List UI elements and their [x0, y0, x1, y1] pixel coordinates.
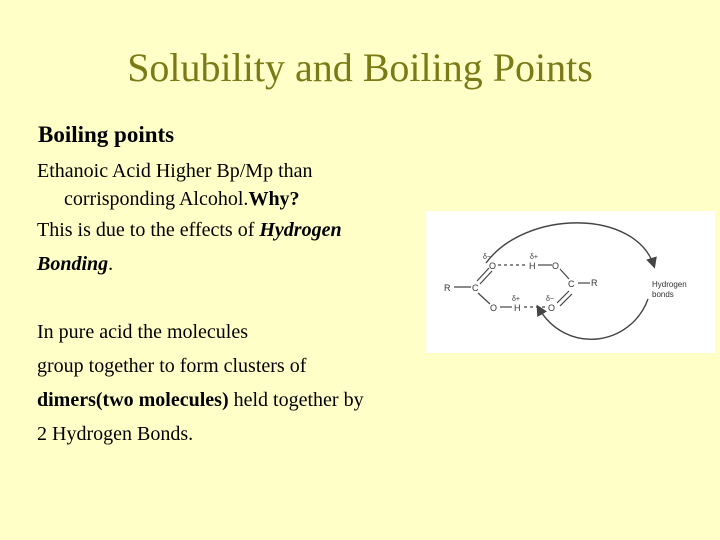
slide-title: Solubility and Boiling Points: [127, 45, 593, 90]
paragraph-gap: [37, 281, 437, 315]
delta-plus-bottom: δ+: [512, 296, 520, 303]
c-o-double-bond-right: [557, 291, 569, 303]
paragraph-2-line-4: 2 Hydrogen Bonds.: [37, 423, 194, 445]
c-o-double-bond-left-2: [480, 271, 492, 284]
r-right-label: R: [591, 278, 598, 288]
hydrogen-label: Hydrogen: [652, 280, 687, 289]
dimers-emphasis: dimers(two molecules): [37, 389, 229, 411]
c-o-double-bond-left: [477, 268, 489, 281]
body-text: [37, 157, 437, 451]
paragraph-1-line-3: [37, 213, 437, 247]
h-top-label: H: [529, 261, 536, 271]
r-left-label: R: [444, 283, 451, 293]
delta-minus-top-left: δ−: [483, 254, 491, 261]
bonds-label: bonds: [652, 290, 674, 299]
top-arc-arrow: [486, 223, 654, 266]
o-top-left-label: O: [489, 261, 497, 271]
paragraph-2-line-1: In pure acid the molecules: [37, 321, 249, 343]
dimer-structure-svg: [426, 211, 715, 353]
o-top-right-label: O: [552, 261, 560, 271]
c-o-single-bond-left: [478, 293, 490, 304]
bonding-emphasis: Bonding: [37, 253, 109, 275]
paragraph-1-line-2: [37, 185, 437, 213]
o-bottom-left-label: O: [490, 303, 498, 313]
paragraph-2-line-3: [37, 383, 437, 417]
why-emphasis: Why?: [248, 188, 300, 210]
hydrogen-emphasis: Hydrogen: [259, 219, 342, 241]
c-left-label: C: [472, 283, 479, 293]
c-right-label: C: [568, 279, 575, 289]
delta-plus-top: δ+: [530, 254, 538, 261]
paragraph-2-line-3-text: held together by: [228, 389, 364, 411]
h-bottom-label: H: [514, 303, 521, 313]
o-c-single-bond-right: [560, 269, 569, 279]
paragraph-1-line-1: Ethanoic Acid Higher Bp/Mp than: [37, 160, 313, 182]
paragraph-1-line-4: [37, 247, 437, 281]
hydrogen-bond-diagram: [426, 211, 715, 353]
c-o-double-bond-right-2: [560, 294, 572, 306]
paragraph-1-line-2-text: corrisponding Alcohol.: [64, 188, 249, 210]
paragraph-1-line-3-text: This is due to the effects of: [37, 219, 260, 241]
section-heading: Boiling points: [38, 122, 175, 147]
delta-minus-bottom-right: δ−: [546, 296, 554, 303]
paragraph-2-line-2: group together to form clusters of: [37, 355, 307, 377]
o-bottom-right-label: O: [548, 303, 556, 313]
paragraph-1-line-4-end: .: [108, 253, 114, 275]
